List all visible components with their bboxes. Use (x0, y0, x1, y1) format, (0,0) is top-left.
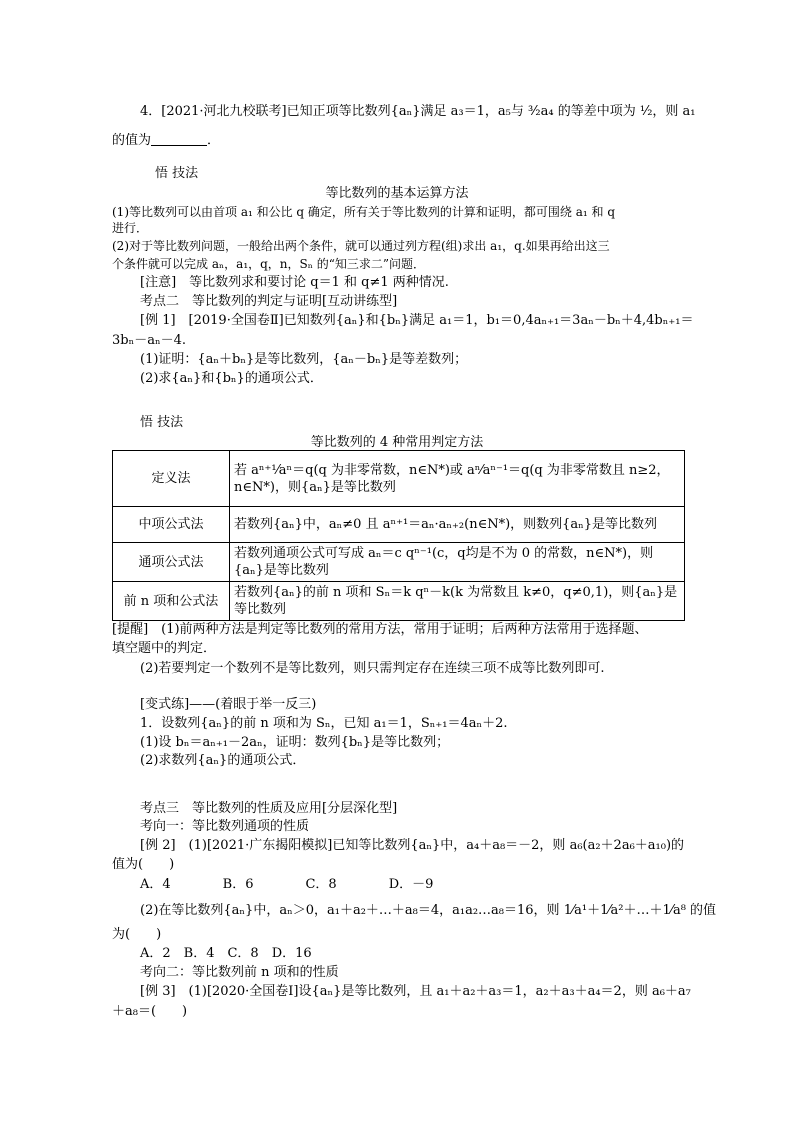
example2-q2-line2: 为( ) (112, 927, 162, 942)
example2-q2-line1: (2)在等比数列{aₙ}中，aₙ＞0，a₁＋a₂＋…＋a₈＝4，a₁a₂…a₈＝16，则 1⁄a¹＋1⁄a²＋…＋1⁄a⁸ 的值 (140, 903, 717, 918)
direction-1: 考向一：等比数列通项的性质 (140, 819, 310, 834)
answer-blank (151, 133, 207, 146)
method-desc: 若 aⁿ⁺¹⁄aⁿ＝q(q 为非零常数，n∈N*)或 aⁿ⁄aⁿ⁻¹＝q(q 为非零常数且 n≥2，n∈N*)，则{aₙ}是等比数列 (230, 451, 685, 507)
example3-line1: [例 3] (1)[2020·全国卷Ⅰ]设{aₙ}是等比数列，且 a₁＋a₂＋a₃＝1，a₂＋a₃＋a₄＝2，则 a₆＋a₇ (140, 984, 691, 999)
methods-table (112, 450, 685, 621)
tips-title-1: 等比数列的基本运算方法 (325, 186, 469, 201)
example1-part2: (2)求{aₙ}和{bₙ}的通项公式． (140, 371, 323, 386)
tips-title-2: 等比数列的 4 种常用判定方法 (310, 435, 484, 450)
example1-line2: 3bₙ－aₙ－4. (112, 333, 186, 348)
tips-heading-1: 悟 技法 (155, 166, 199, 181)
example2-options: A．4 B．6 C．8 D．－9 (140, 877, 434, 892)
q4-line1: 4．[2021·河北九校联考]已知正项等比数列{aₙ}满足 a₃＝1，a₅与 ³⁄₂a₄ 的等差中项为 ¹⁄₂，则 a₁ (140, 104, 696, 119)
direction-2: 考向二：等比数列前 n 项和的性质 (140, 965, 339, 980)
q4-end: ． (207, 133, 221, 148)
tips1-p2a: (2)对于等比数列问题，一般给出两个条件，就可以通过列方程(组)求出 a₁，q.如果再给出这三 (112, 239, 610, 253)
example3-line2: ＋a₈＝( ) (112, 1004, 188, 1019)
method-label: 定义法 (113, 451, 230, 507)
example2-q2-options: A．2 B．4 C．8 D．16 (140, 946, 312, 961)
example1-part1: (1)证明：{aₙ＋bₙ}是等比数列，{aₙ－bₙ}是等差数列； (140, 352, 468, 367)
tips-heading-2: 悟 技法 (140, 415, 184, 430)
method-label: 中项公式法 (113, 507, 230, 543)
variant-q1: 1．设数列{aₙ}的前 n 项和为 Sₙ，已知 a₁＝1，Sₙ₊₁＝4aₙ＋2. (140, 716, 508, 731)
method-desc: 若数列{aₙ}的前 n 项和 Sₙ＝k qⁿ－k(k 为常数且 k≠0，q≠0,1)，则{aₙ}是等比数列 (230, 582, 685, 621)
reminder-line1: [提醒] (1)前两种方法是判定等比数列的常用方法，常用于证明；后两种方法常用于选择题、 (112, 622, 648, 637)
tips1-note: [注意] 等比数列求和要讨论 q＝1 和 q≠1 两种情况. (140, 275, 449, 290)
variant-q1-part1: (1)设 bₙ＝aₙ₊₁－2aₙ，证明：数列{bₙ}是等比数列； (140, 735, 450, 750)
section-title-kaodian3: 考点三 等比数列的性质及应用[分层深化型] (140, 801, 398, 816)
reminder-line2: 填空题中的判定． (112, 641, 217, 656)
table-row (113, 507, 685, 543)
section-title-kaodian2: 考点二 等比数列的判定与证明[互动讲练型] (140, 294, 398, 309)
variant-title: [变式练]——(着眼于举一反三) (140, 697, 317, 712)
example2-line1: [例 2] (1)[2021·广东揭阳模拟]已知等比数列{aₙ}中，a₄＋a₈＝－2，则 a₆(a₂＋2a₆＋a₁₀)的 (140, 838, 685, 853)
reminder-line3: (2)若要判定一个数列不是等比数列，则只需判定存在连续三项不成等比数列即可. (140, 661, 605, 676)
method-label: 前 n 项和公式法 (113, 582, 230, 621)
tips1-p1b: 进行． (112, 221, 149, 235)
method-desc: 若数列{aₙ}中，aₙ≠0 且 aⁿ⁺¹＝aₙ·aₙ₊₂(n∈N*)，则数列{aₙ}是等比数列 (230, 507, 685, 543)
variant-q1-part2: (2)求数列{aₙ}的通项公式． (140, 753, 306, 768)
tips1-p1a: (1)等比数列可以由首项 a₁ 和公比 q 确定，所有关于等比数列的计算和证明，都可围绕 a₁ 和 q (112, 205, 615, 219)
example2-line2: 值为( ) (112, 857, 175, 872)
table-row (113, 543, 685, 582)
example1-line1: [例 1] [2019·全国卷Ⅱ]已知数列{aₙ}和{bₙ}满足 a₁＝1，b₁＝0,4aₙ₊₁＝3aₙ－bₙ＋4,4bₙ₊₁＝ (140, 313, 694, 328)
tips1-p2b: 个条件就可以完成 aₙ，a₁，q，n，Sₙ 的“知三求二”问题． (112, 257, 426, 271)
table-row (113, 451, 685, 507)
method-desc: 若数列通项公式可写成 aₙ＝c qⁿ⁻¹(c，q均是不为 0 的常数，n∈N*)，则{aₙ}是等比数列 (230, 543, 685, 582)
q4-line2 (112, 133, 220, 149)
table-row (113, 582, 685, 621)
method-label: 通项公式法 (113, 543, 230, 582)
q4-prompt: 的值为 (112, 133, 152, 148)
